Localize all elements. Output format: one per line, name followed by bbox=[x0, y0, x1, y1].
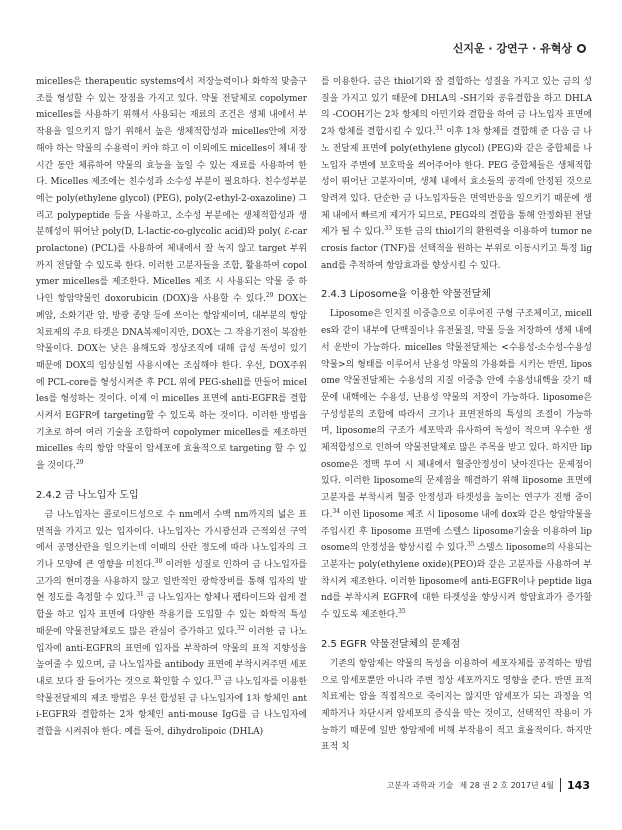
section-heading-liposome: 2.4.3 Liposome을 이용한 약물전달체 bbox=[321, 289, 491, 301]
text-segment: micelles은 therapeutic systems에서 저장능력이나 화학적 맞춤구조를 형성할 수 있는 장점을 가지고 있다. 약물 전달체로 copolymer micelles를 사용하기 위해서 사용되는 재료의 조건은 생체 내에서 부작용을 일으키지 않기 위해서 높은 생체적합성과 micelles안에 저장해야 하는 약물의 수용력이 커야 하고 이 이외에도 micelles이 체내 장시간 동안 체류하여 약물의 효능을 높일 수 있는 재료를 사용하여 한다. Micelles 제조에는 친수성과 소수성 부분이 필요하다. 친수성부분에는 poly(ethylene glycol) (PEG), poly(2-ethyl-2-oxazoline) 그리고 polypeptide 등을 사용하고, 소수성 부분에는 생체적합성과 생분해성이 뛰어난 poly(D, L-lactic-co-glycolic acid)와 poly( ℰ-carprolactone) (PCL)를 사용하여 체내에서 잘 녹지 않고 target 부위까지 전달할 수 있도록 한다. 이러한 고분자들을 조합, 활용하여 copolymer micelles를 제조한다. Micelles 제조 시 사용되는 약물 중 하나인 항암약물인 doxorubicin (DOX)을 사용할 수 있다. bbox=[36, 77, 307, 305]
section-heading-gold-nanoparticles: 2.4.2 금 나노입자 도입 bbox=[36, 489, 139, 501]
text-segment: 금 나노입자는 항체나 펩타이드와 쉽게 결합을 하고 입자 표면에 다양한 작용기를 도입할 수 있는 화학적 특성 때문에 약물전달체로도 많은 관심이 증가하고 있다. bbox=[36, 593, 307, 637]
left-body-paragraph bbox=[36, 74, 307, 475]
footer-divider bbox=[560, 778, 561, 792]
text-segment: 금 나노입자를 이용한 약물전달제의 제조 방법은 우선 합성된 금 나노입자에 1차 항체인 anti-EGFR와 결합하는 2차 항체인 anti-mouse IgG를 금 나노입자에 결합을 시켜줘야 한다. 예를 들어, dihydrolipoic (DHLA) bbox=[36, 676, 307, 738]
citation-ref: 33 bbox=[213, 674, 222, 682]
right-body-paragraph bbox=[321, 74, 592, 274]
text-segment: 이러한 성질로 인하여 금 나노입자를 고가의 현미경을 사용하지 않고 일반적인 광학장비를 통해 입자의 발현 정도를 측정할 수 있다. bbox=[36, 559, 307, 604]
citation-ref: 29 bbox=[75, 459, 84, 467]
page-footer bbox=[386, 778, 590, 792]
citation-ref: 30 bbox=[154, 558, 163, 566]
citation-ref: 31 bbox=[435, 125, 444, 133]
citation-ref: 35 bbox=[466, 541, 475, 549]
citation-ref: 34 bbox=[332, 507, 341, 515]
text-segment: 이런 liposome 제조 시 liposome 내에 dox와 같은 항암약물을 주입시킨 후 liposome 표면에 스텔스 liposome기술을 이용하여 liposome의 안정성을 향상시킬 수 있다. bbox=[321, 509, 592, 554]
section-heading-egfr-problems: 2.5 EGFR 약물전달체의 문제점 bbox=[321, 638, 461, 650]
footer-volume: 제 28 권 2 호 2017년 4월 bbox=[459, 780, 555, 790]
citation-ref: 31 bbox=[136, 591, 144, 599]
text-segment: Liposome은 인지질 이중층으로 이루어진 구형 구조체이고, micelles와 같이 내부에 단백질이나 유전물질, 약물 등을 저장하여 생체 내에서 운반이 가능하다. micelles 약물전달체는 <수용성-소수성-수용성약물>의 형태를 이루어서 난용성 약물의 가용화를 시키는 반면, liposome 약물전달체는 수용성의 지질 이중층 안에 수용성내핵을 갖기 때문에 내핵에는 수용성, 난용성 약물의 저장이 가능하다. liposome은 구성성분의 조합에 따라서 크기나 표면전하의 특성의 조절이 가능하며, liposome의 구조가 세포막과 유사하여 독성이 적으며 우수한 생체적합성으로 인하여 약물전달체로 많은 주목을 받고 있다. 하지만 liposome은 정맥 투여 시 체내에서 혈중안정성이 낮아진다는 문제점이 있다. 이러한 liposome의 문제점을 해결하기 위해 liposome 표면에 고분자를 부착시켜 혈중 안정성과 타겟성을 높이는 연구가 진행 중이다. bbox=[321, 309, 592, 520]
right-body-paragraph: 기존의 항암제는 약물의 독성을 이용하여 세포자체를 공격하는 방법으로 암세포뿐만 아니라 주변 정상 세포까지도 영향을 준다. 반면 표적 치료제는 암을 직접적으로 죽이지는 않지만 암세포가 되는 과정을 억제하거나 차단시켜 암세포의 증식을 막는 것이고, 선택적인 작용이 가능하기 때문에 일반 항암제에 비해 부작용이 적고 효율적이다. 하지만 표적 치 bbox=[321, 658, 592, 753]
citation-ref: 29 bbox=[265, 292, 274, 300]
text-segment: 금 나노입자는 콜로이드성으로 수 nm에서 수백 nm까지의 넓은 표면적을 가지고 있는 입자이다. 나노입자는 가시광선과 근적외선 구역에서 공명산란을 일으키는데 이때의 산란 정도에 따라 나노입자의 크기나 모양에 큰 영향을 미친다. bbox=[36, 509, 307, 570]
text-segment: 를 이용한다. 금은 thiol기와 잘 결합하는 성질을 가지고 있는 금의 성질을 가지고 있기 때문에 DHLA의 -SH기와 공유결합을 하고 DHLA의 -COOH기는 2차 항체의 아민기와 결합을 하여 금 나노입자 표면에 2차 항체를 결합시킬 수 있다. bbox=[321, 77, 592, 138]
header-authors: 신지운 · 강연구 · 유혁상 bbox=[452, 42, 572, 55]
footer-journal: 고분자 과학과 기술 bbox=[386, 780, 454, 790]
page-number: 143 bbox=[567, 778, 590, 792]
text-segment: DOX는 폐암, 소화기관 암, 방광 종양 등에 쓰이는 항암제이며, 대부분의 항암치료제의 주요 타겟은 DNA복제이지만, DOX는 그 작용기전이 복잡한 약물이다. DOX는 낮은 용해도와 정상조직에 대해 급성 독성이 있기 때문에 DOX의 임상실험 사용시에는 조심해야 한다. 우선, DOX주위에 PCL-core를 형성시켜준 후 PCL 위에 PEG-shell를 만들어 micelles를 형성하는 것이다. 이제 이 micelles 표면에 anti-EGFR를 결합시켜서 EGFR에 targeting할 수 있도록 하는 것이다. 이러한 방법을 기초로 하여 여러 기술을 조합하여 copolymer micelles를 제조하면 micelles 속의 항암 약물이 암세포에 효율적으로 targeting 할 수 있을 것이다. bbox=[36, 294, 307, 472]
left-body-paragraph bbox=[36, 507, 307, 741]
citation-ref: 33 bbox=[384, 225, 393, 233]
citation-ref: 35 bbox=[398, 608, 406, 616]
right-column bbox=[321, 74, 592, 774]
left-column bbox=[36, 74, 307, 774]
running-header bbox=[453, 40, 586, 56]
text-segment: 이러한 금 나노입자에 anti-EGFR의 표면에 입자를 부착하여 약물의 표적 지향성을 높여줄 수 있으며, 금 나노입자를 antibody 표면에 부착시켜주면 세포 내로 보다 잘 들어가는 것으로 확인할 수 있다. bbox=[36, 626, 307, 687]
citation-ref: 32 bbox=[237, 624, 245, 632]
circle-bullet-icon bbox=[577, 44, 586, 53]
text-segment: 이후 1차 항체를 결합해 준 다음 금 나노 전달제 표면에 poly(ethylene glycol) (PEG)와 같은 중합체를 나노입자 주변에 보호막을 씌어주어야 한다. PEG 중합체들은 생체적합성이 뛰어난 고분자이며, 생체 내에서 효소들의 공격에 안정된 것으로 알려져 있다. 단순한 금 나노입자들은 면역반응을 일으키기 때문에 생체 내에서 빠르게 제거가 되므로, PEG와의 결합을 통해 안정화된 전달제가 될 수 있다. bbox=[321, 127, 592, 238]
right-body-paragraph bbox=[321, 306, 592, 623]
text-segment: 또한 금의 thiol기의 환원력을 이용하여 tumor necrosis factor (TNF)를 선택적을 원하는 부위로 이동시키고 특정 ligand를 추적하여 항암효과를 향상시킬 수 있다. bbox=[321, 227, 592, 271]
text-segment: 스텔스 liposome의 사용되는 고분자는 poly(ethylene oxide)(PEO)와 같은 고분자를 사용하여 부착시켜 제조한다. 이러한 liposome에 anti-EGFR이나 peptide ligand를 부착시켜 EGFR에 대한 타겟성을 향상시켜 항암효과가 증가할 수 있도록 제조한다. bbox=[321, 543, 592, 621]
